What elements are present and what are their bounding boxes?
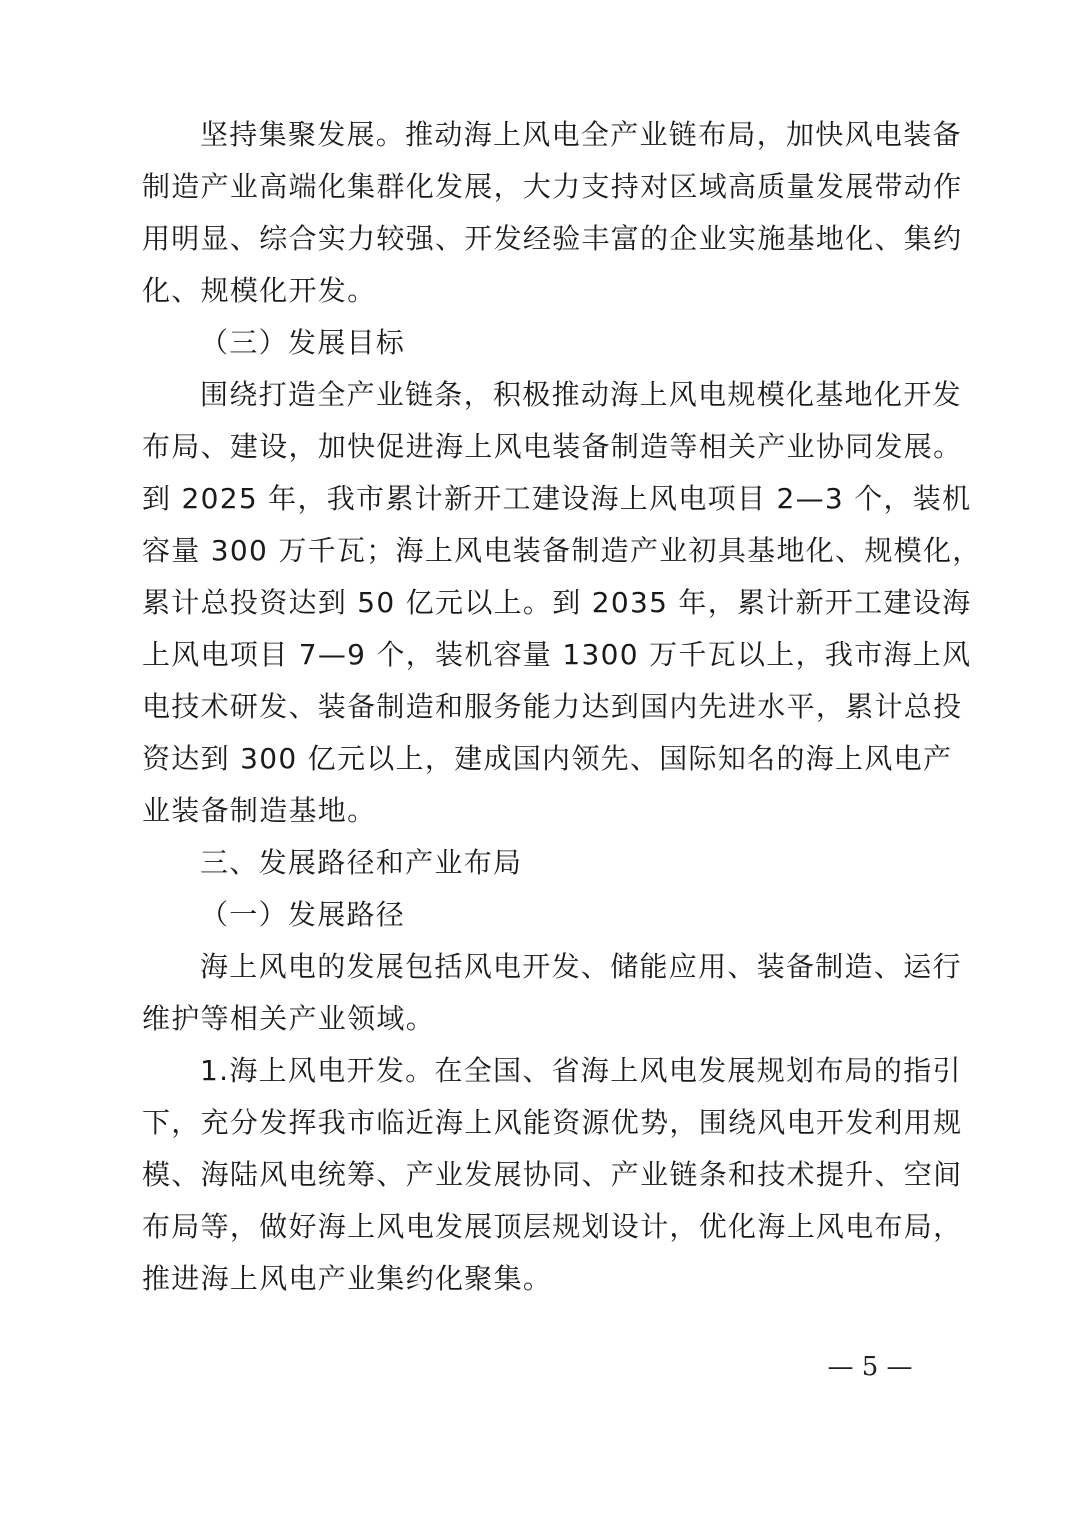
paragraph-line: 1.海上风电开发。在全国、省海上风电发展规划布局的指引 [200, 1054, 962, 1087]
paragraph-line: 容量 300 万千瓦；海上风电装备制造产业初具基地化、规模化， [142, 534, 982, 567]
paragraph-line: 模、海陆风电统筹、产业发展协同、产业链条和技术提升、空间 [142, 1158, 963, 1191]
paragraph-line: 上风电项目 7—9 个，装机容量 1300 万千瓦以上，我市海上风 [142, 638, 972, 671]
paragraph-line: 用明显、综合实力较强、开发经验丰富的企业实施基地化、集约 [142, 222, 963, 255]
paragraph-line: 累计总投资达到 50 亿元以上。到 2035 年，累计新开工建设海 [142, 586, 972, 619]
paragraph-line: 制造产业高端化集群化发展，大力支持对区域高质量发展带动作 [142, 170, 963, 203]
chapter-heading: 三、发展路径和产业布局 [200, 846, 523, 879]
paragraph-line: 到 2025 年，我市累计新开工建设海上风电项目 2—3 个，装机 [142, 482, 972, 515]
paragraph-line: 坚持集聚发展。推动海上风电全产业链布局，加快风电装备 [200, 118, 962, 151]
paragraph-line: 化、规模化开发。 [142, 274, 377, 307]
paragraph-line: 推进海上风电产业集约化聚集。 [142, 1262, 553, 1295]
paragraph-line: 布局、建设，加快促进海上风电装备制造等相关产业协同发展。 [142, 430, 963, 463]
section-heading-path: （一）发展路径 [200, 898, 406, 931]
paragraph-line: 资达到 300 亿元以上，建成国内领先、国际知名的海上风电产 [142, 742, 953, 775]
paragraph-line: 布局等，做好海上风电发展顶层规划设计，优化海上风电布局， [142, 1210, 963, 1243]
page-number: — 5 — [827, 1352, 913, 1382]
paragraph-line: 电技术研发、装备制造和服务能力达到国内先进水平，累计总投 [142, 690, 963, 723]
paragraph-line: 业装备制造基地。 [142, 794, 377, 827]
paragraph-line: 下，充分发挥我市临近海上风能资源优势，围绕风电开发利用规 [142, 1106, 963, 1139]
section-heading-goals: （三）发展目标 [200, 326, 406, 359]
paragraph-line: 海上风电的发展包括风电开发、储能应用、装备制造、运行 [200, 950, 962, 983]
paragraph-line: 围绕打造全产业链条，积极推动海上风电规模化基地化开发 [200, 378, 962, 411]
paragraph-line: 维护等相关产业领域。 [142, 1002, 436, 1035]
